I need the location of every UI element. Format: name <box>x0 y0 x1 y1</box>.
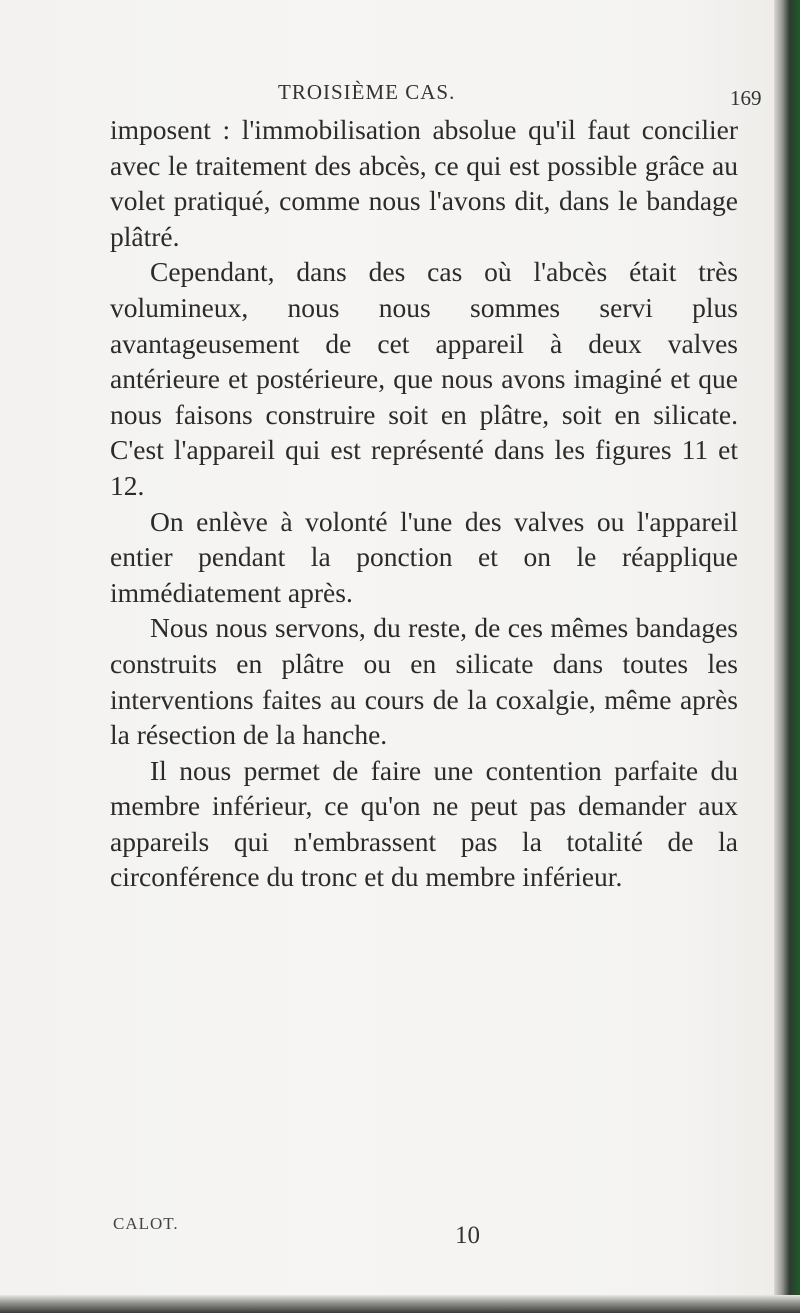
book-binding-edge <box>774 0 800 1313</box>
paragraph-bandages: Nous nous servons, du reste, de ces mêmes bandages construits en plâtre ou en silicate dans toutes les interventions faites au cours de la coxalgie, même après la résection de la hanche. <box>110 612 738 751</box>
paragraph-valves: On enlève à volonté l'une des valves ou l'appareil entier pendant la ponction et on le réapplique immédiatement après. <box>110 505 738 608</box>
running-title: TROISIÈME CAS. <box>278 80 456 104</box>
paragraph-contention: Il nous permet de faire une contention parfaite du membre inférieur, ce qu'on ne peut pas demander aux appareils qui n'embrassent pas la totalité de la circonférence du tronc et du membre inférieur. <box>110 754 738 893</box>
printer-signature: CALOT. <box>113 1214 179 1233</box>
sheet-number: 10 <box>455 1222 480 1249</box>
page-bottom-edge <box>0 1295 800 1313</box>
body-text <box>110 112 738 895</box>
page-number: 169 <box>730 86 762 110</box>
paragraph-abces-volumineux: Cependant, dans des cas où l'abcès était très volumineux, nous nous sommes servi plus avantageusement de cet appareil à deux valves antérieure et postérieure, que nous avons imaginé et que nous faisons construire soit en plâtre, soit en silicate. C'est l'appareil qui est représenté dans les figures 11 et 12. <box>110 256 738 501</box>
paragraph-continuation: imposent : l'immobilisation absolue qu'il faut concilier avec le traitement des abcès, ce qui est possible grâce au volet pratiqué, comme nous l'avons dit, dans le bandage plâtré. <box>110 114 738 252</box>
